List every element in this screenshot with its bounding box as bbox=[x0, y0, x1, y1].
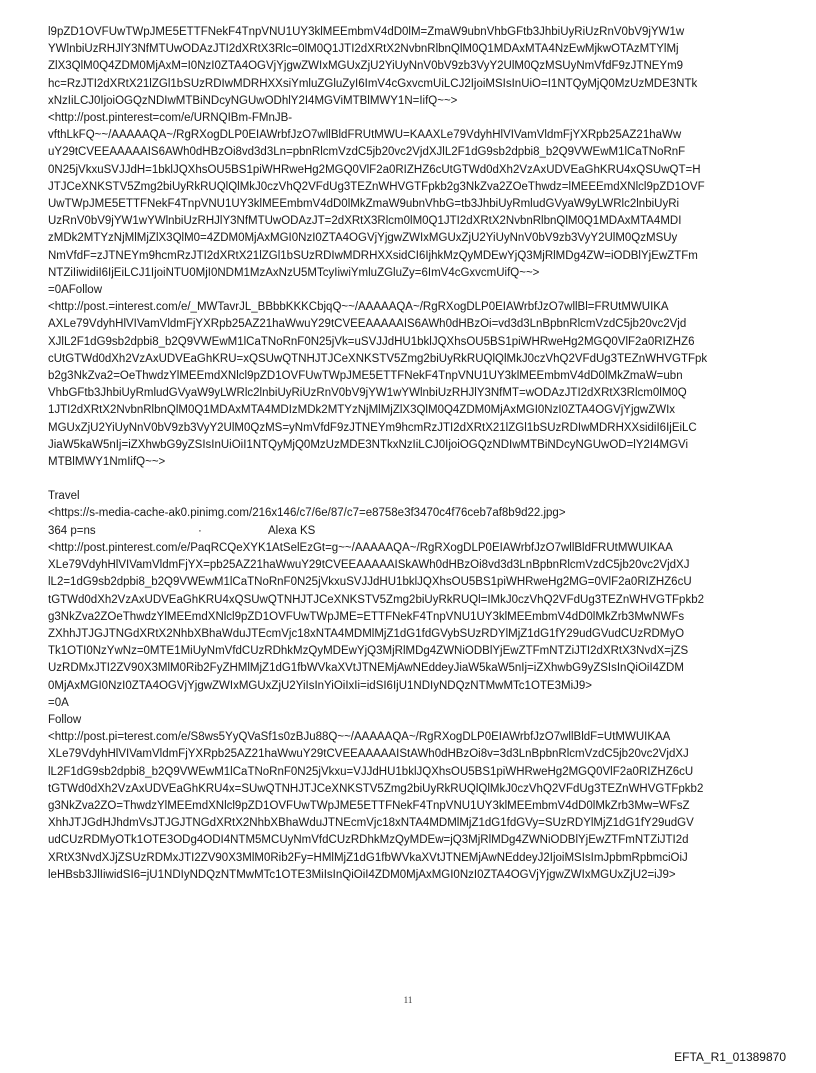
text-line: <http://post.pinterest.com/e/PaqRCQeXYK1AtSelEzGt=g~~/AAAAAQA~/RgRXogDLP0EIAWrbfJzO7wllBldFRUtMWUIKAA bbox=[48, 541, 673, 554]
text-line: l9pZD1OVFUwTWpJME5ETTFNekF4TnpVNU1UY3klMEEmbmV4dD0lM=ZmaW9ubnVhbGFtb3JhbiUyRiUzRnV0bV9jYW1w bbox=[48, 26, 685, 38]
text-line: NmVfdF=zJTNEYm9hcmRzJTI2dXRtX21lZGl1bSUzRDIwMDRHXXsidCI6IjhkMzQyMDEwYjQ3MjRlMDg4ZW=iODBlYjEwZTFm bbox=[48, 249, 698, 262]
text-line: XLe79VdyhHlVIVamVldmFjYX=pb25AZ21haWwuY29tCVEEAAAAAISkAWh0dHBzOi8vd3d3LnBpbnRlcmVzdC5jb20vc2VjdXJ bbox=[48, 559, 690, 572]
text-line: uY29tCVEEAAAAAIS6AWh0dHBzOi8vd3d3Ln=pbnRlcmVzdC5jb20vc2VjdXJlL2F1dG9sb2dpbi8_b2Q9VWEwM1lCaTNoRnF bbox=[48, 146, 686, 159]
text-line: MGUxZjU2YiUyNnV0bV9zb3VyY2UlM0QzMS=yNmVfdF9zJTNEYm9hcmRzJTI2dXRtX21lZGl1bSUzRDIwMDRHXXsidiI6IjEiLC bbox=[48, 421, 697, 434]
text-line: UwTWpJME5ETTFNekF4TnpVNU1UY3klMEEmbmV4dD0lMkZmaW9ubnVhbG=tb3JhbiUyRmludGVyaW9yLWRlc2lnbiUyRi bbox=[48, 198, 680, 211]
encoded-text-block-2 bbox=[48, 540, 776, 884]
document-id: EFTA_R1_01389870 bbox=[674, 1050, 786, 1064]
text-line: cUtGTWd0dXh2VzAxUDVEaGhKRU=xQSUwQTNHJTJCeXNKSTV5Zmg2biUyRkRUQlQlMkJ0czVhQ2VFdUg3TEZnWHVGTFpk bbox=[48, 352, 708, 365]
text-line: XRtX3NvdXJjZSUzRDMxJTI2ZV90X3MlM0Rib2Fy=HMlMjZ1dG1fbWVkaXVtJTNEMjAwNEddeyJ2IjoiMSIsImJpbmRpbmciOiJ bbox=[48, 851, 688, 864]
text-line: JTJCeXNKSTV5Zmg2biUyRkRUQlQlMkJ0czVhQ2VFdUg3TEZnWHVGTFpkb2g3NkZva2ZOeThwdz=lMEEEmdXNlcl9pZD1OVF bbox=[48, 180, 705, 193]
paragraph-gap bbox=[48, 471, 776, 488]
section-title: Travel bbox=[48, 490, 80, 503]
text-line: 0MjAxMGI0NzI0ZTA4OGVjYjgwZWIxMGUxZjU2YiIsInYiOiIxIi=idSI6IjU1NDIyNDQzNTMwMTc1OTE3MiJ9> bbox=[48, 679, 592, 692]
text-line: lL2F1dG9sb2dpbi8_b2Q9VWEwM1lCaTNoRnF0N25jVkxu=VJJdHU1bklJQXhsOU5BS1piWHRweHg2MGQ0VlF2a0RIZHZ6cU bbox=[48, 765, 694, 778]
text-line: =0AFollow bbox=[48, 284, 103, 297]
text-line: XJlL2F1dG9sb2dpbi8_b2Q9VWEwM1lCaTNoRnF0N25jVk=uSVJJdHU1bklJQXhsOU5BS1piWHRweHg2MGQ0VlF2a0RIZHZ6 bbox=[48, 335, 695, 348]
text-line: g3NkZva2ZO=ThwdzYlMEEmdXNlcl9pZD1OVFUwTWpJME5ETTFNekF4TnpVNU1UY3klMEEmbmV4dD0lMkZrb3Mw=WFsZ bbox=[48, 799, 690, 812]
separator-dot: · bbox=[198, 524, 202, 537]
text-line: leHBsb3JlIiwidSI6=jU1NDIyNDQzNTMwMTc1OTE3MiIsInQiOiI4ZDM0MjAxMGI0NzI0ZTA4OGVjYjgwZWIxMGUxZjU2=iJ9> bbox=[48, 868, 676, 881]
text-line: NTZiIiwidiI6IjEiLCJ1IjoiNTU0MjI0NDM1MzAxNzU5MTcyIiwiYmluZGluZy=6ImV4cGxvcmUifQ~~> bbox=[48, 266, 540, 279]
text-line: XLe79VdyhHlVIVamVldmFjYXRpb25AZ21haWwuY29tCVEEAAAAAIStAWh0dHBzOi8v=3d3LnBpbnRlcmVzdC5jb20vc2VjdXJ bbox=[48, 748, 689, 761]
text-line: 1JTI2dXRtX2NvbnRlbnQlM0Q1MDAxMTA4MDIzMDk2MTYzNjMlMjZlX3QlM0Q4ZDM0MjAxMGI0NzI0ZTA4OGVjYjgwZWIx bbox=[48, 404, 676, 417]
pinner-name: Alexa KS bbox=[268, 524, 316, 537]
text-line: zMDk2MTYzNjMlMjZlX3QlM0=4ZDM0MjAxMGI0NzI0ZTA4OGVjYjgwZWIxMGUxZjU2YiUyNnV0bV9zb3VyY2UlM0QzMSUy bbox=[48, 232, 678, 245]
text-line: YWlnbiUzRHJlY3NfMTUwODAzJTI2dXRtX3Rlc=0lM0Q1JTI2dXRtX2NvbnRlbnQlM0Q1MDAxMTA4NzEwMjkwOTAzMTYlMj bbox=[48, 43, 679, 56]
text-line: b2g3NkZva2=OeThwdzYlMEEmdXNlcl9pZD1OVFUwTWpJME5ETTFNekF4TnpVNU1UY3klMEEmbmV4dD0lMkZmaW=ubn bbox=[48, 370, 683, 383]
text-line: vfthLkFQ~~/AAAAAQA~/RgRXogDLP0EIAWrbfJzO7wllBldFRUtMWU=KAAXLe79VdyhHlVIVamVldmFjYXRpb25AZ21haWw bbox=[48, 129, 682, 142]
text-line: VhbGFtb3JhbiUyRmludGVyaW9yLWRlc2lnbiUyRiUzRnV0bV9jYW1wYWlnbiUzRHJlY3NfMT=wODAzJTI2dXRtX3Rlcm0lM0Q bbox=[48, 387, 687, 400]
text-line: udCUzRDMyOTk1OTE3ODg4ODI4NTM5MCUyNmVfdCUzRDhkMzQyMDEw=jQ3MjRlMDg4ZWNiODBlYjEwZTFmNTZiJTI2d bbox=[48, 834, 689, 847]
document-body bbox=[48, 24, 776, 884]
text-line: Follow bbox=[48, 713, 82, 726]
page-number: 11 bbox=[403, 995, 413, 1005]
text-line: UzRnV0bV9jYW1wYWlnbiUzRHJlY3NfMTUwODAzJT=2dXRtX3Rlcm0lM0Q1JTI2dXRtX2NvbnRlbnQlM0Q1MDAxMTA4MDI bbox=[48, 215, 682, 228]
text-line: xNzIiLCJ0IjoiOGQzNDIwMTBiNDcyNGUwODhlY2I4MGViMTBlMWY1N=IifQ~~> bbox=[48, 94, 458, 107]
text-line: AXLe79VdyhHlVIVamVldmFjYXRpb25AZ21haWwuY29tCVEEAAAAAIS6AWh0dHBzOi=vd3d3LnBpbnRlcmVzdC5jb20vc2Vjd bbox=[48, 318, 687, 331]
encoded-text-block-1 bbox=[48, 24, 776, 471]
text-line: <http://post.=interest.com/e/_MWTavrJL_BBbbKKKCbjqQ~~/AAAAAQA~/RgRXogDLP0EIAWrbfJzO7wllBl=FRUtMWUIKA bbox=[48, 301, 669, 314]
text-line: tGTWd0dXh2VzAxUDVEaGhKRU4xQSUwQTNHJTJCeXNKSTV5Zmg2biUyRkRUQl=IMkJ0czVhQ2VFdUg3TEZnWHVGTFpkb2 bbox=[48, 593, 704, 606]
text-line: ZlX3QlM0Q4ZDM0MjAxM=I0NzI0ZTA4OGVjYjgwZWIxMGUxZjU2YiUyNnV0bV9zb3VyY2UlM0QzMSUyNmVfdF9zJTNEYm9 bbox=[48, 60, 684, 73]
text-line: =0A bbox=[48, 696, 69, 709]
text-line: ZXhhJTJGJTNGdXRtX2NhbXBhaWduJTEcmVjc18xNTA4MDMlMjZ1dG1fdGVybSUzRDYlMjZ1dG1fY29udGVudCUzRDMyO bbox=[48, 627, 685, 640]
image-link[interactable]: <https://s-media-cache-ak0.pinimg.com/216x146/c7/6e/87/c7=e8758e3f3470c4f76ceb7af8b9d22.jpg> bbox=[48, 507, 566, 520]
text-line: UzRDMxJTI2ZV90X3MlM0Rib2FyZHMlMjZ1dG1fbWVkaXVtJTNEMjAwNEddeyJiaW5kaW5nIj=iZXhwbG9yZSIsInQiOiI4ZDM bbox=[48, 662, 684, 675]
text-line: hc=RzJTI2dXRtX21lZGl1bSUzRDIwMDRHXXsiYmluZGluZyI6ImV4cGxvcmUiLCJ2IjoiMSIsInUiO=I1NTQyMjQ0MzUzMDE3NTk bbox=[48, 77, 698, 90]
text-line: MTBlMWY1NmIifQ~~> bbox=[48, 456, 166, 469]
text-line: XhhJTJGdHJhdmVsJTJGJTNGdXRtX2NhbXBhaWduJTNEcmVjc18xNTA4MDMlMjZ1dG1fdGVy=SUzRDYlMjZ1dG1fY29udGV bbox=[48, 817, 694, 830]
text-line: g3NkZva2ZOeThwdzYlMEEmdXNlcl9pZD1OVFUwTWpJME=ETTFNekF4TnpVNU1UY3klMEEmbmV4dD0lMkZrb3MwNWFs bbox=[48, 610, 685, 623]
text-line: Tk1OTI0NzYwNz=0MTE1MiUyNmVfdCUzRDhkMzQyMDEwYjQ3MjRlMDg4ZWNiODBlYjEwZTFmNTZiJTI2dXRtX3NvdX=jZS bbox=[48, 645, 689, 658]
pin-count: 364 p=ns bbox=[48, 524, 96, 537]
text-line: <http://post.pi=terest.com/e/S8ws5YyQVaSf1s0zBJu88Q~~/AAAAAQA~/RgRXogDLP0EIAWrbfJzO7wllBldF=UtMWUIKAA bbox=[48, 731, 671, 744]
pin-meta-row bbox=[48, 523, 776, 540]
text-line: tGTWd0dXh2VzAxUDVEaGhKRU4x=SUwQTNHJTJCeXNKSTV5Zmg2biUyRkRUQlQlMkJ0czVhQ2VFdUg3TEZnWHVGTFpkb2 bbox=[48, 782, 704, 795]
text-line: <http://post.pinterest=com/e/URNQIBm-FMnJB- bbox=[48, 112, 293, 125]
text-line: 0N25jVkxuSVJJdH=1bklJQXhsOU5BS1piWHRweHg2MGQ0VlF2a0RIZHZ6cUtGTWd0dXh2VzAxUDVEaGhKRU4xQSUwQT=H bbox=[48, 163, 701, 176]
text-line: lL2=1dG9sb2dpbi8_b2Q9VWEwM1lCaTNoRnF0N25jVkxuSVJJdHU1bklJQXhsOU5BS1piWHRweHg2MG=0VlF2a0RIZHZ6cU bbox=[48, 576, 692, 589]
text-line: JiaW5kaW5nIj=iZXhwbG9yZSIsInUiOiI1NTQyMjQ0MzUzMDE3NTkxNzIiLCJ0IjoiOGQzNDIwMTBiNDcyNGUwOD=lY2I4MGVi bbox=[48, 438, 689, 451]
